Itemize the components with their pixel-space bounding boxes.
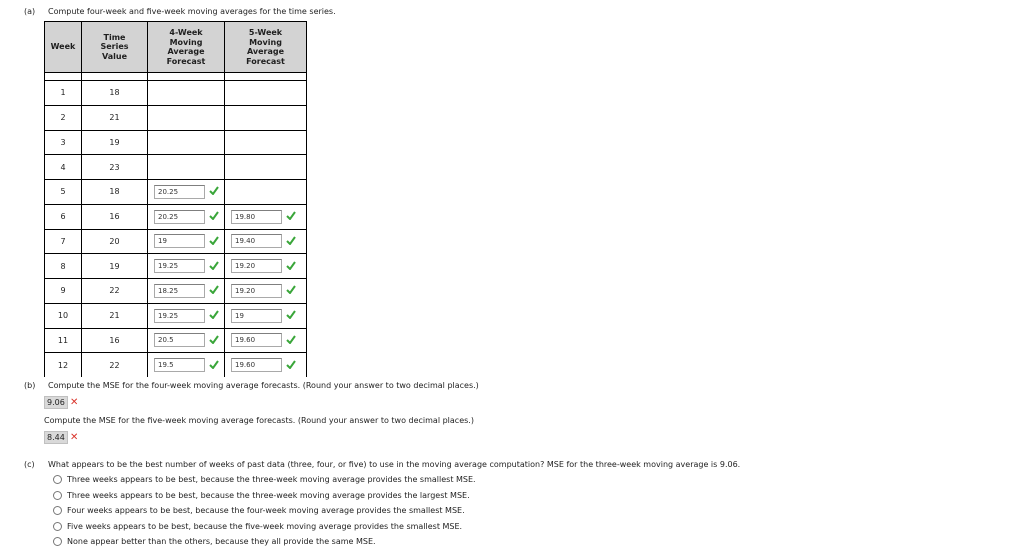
table-row xyxy=(45,81,307,106)
header-time-series-value: Time Series Value xyxy=(82,22,148,73)
forecast-5-week-cell xyxy=(225,254,307,279)
forecast-4-week-cell xyxy=(148,130,225,155)
part-a-label: (a) xyxy=(24,7,36,16)
time-series-value-cell: 16 xyxy=(82,328,148,353)
forecast-5-week-cell xyxy=(225,229,307,254)
check-icon xyxy=(286,310,296,321)
forecast-5-week-cell xyxy=(225,155,307,180)
time-series-value-cell: 19 xyxy=(82,254,148,279)
part-b-q1-text: Compute the MSE for the four-week moving average forecasts. (Round your answer to two decimal places.) xyxy=(48,381,479,390)
mse-5-week-answer[interactable]: 8.44 xyxy=(44,431,68,444)
check-icon xyxy=(286,335,296,346)
table-row xyxy=(45,229,307,254)
time-series-value-cell: 19 xyxy=(82,130,148,155)
part-b-label: (b) xyxy=(24,381,36,390)
option-label: Three weeks appears to be best, because the three-week moving average provides the largest MSE. xyxy=(67,491,470,500)
time-series-value-cell: 21 xyxy=(82,105,148,130)
forecast-5-week-input[interactable]: 19.20 xyxy=(231,284,282,298)
radio-button-icon[interactable] xyxy=(53,522,62,531)
week-cell: 4 xyxy=(45,155,82,180)
forecast-4-week-input[interactable]: 19.5 xyxy=(154,358,205,372)
table-row xyxy=(45,180,307,205)
time-series-value-cell: 20 xyxy=(82,229,148,254)
table-row xyxy=(45,254,307,279)
time-series-value-cell: 16 xyxy=(82,204,148,229)
forecast-4-week-input[interactable]: 19.25 xyxy=(154,309,205,323)
option-label: Three weeks appears to be best, because the three-week moving average provides the smallest MSE. xyxy=(67,475,476,484)
week-cell: 8 xyxy=(45,254,82,279)
part-b-question-1 xyxy=(24,381,479,390)
part-b-question-2: Compute the MSE for the five-week moving average forecasts. (Round your answer to two decimal places.) xyxy=(44,416,474,425)
table-header-row xyxy=(45,22,307,73)
forecast-5-week-input[interactable]: 19.40 xyxy=(231,234,282,248)
forecast-5-week-cell xyxy=(225,81,307,106)
check-icon xyxy=(209,211,219,222)
option-1[interactable] xyxy=(53,491,470,501)
forecast-4-week-cell xyxy=(148,279,225,304)
table-row xyxy=(45,328,307,353)
option-label: Four weeks appears to be best, because the four-week moving average provides the smallest MSE. xyxy=(67,506,465,515)
option-3[interactable] xyxy=(53,522,462,532)
forecast-4-week-cell xyxy=(148,254,225,279)
week-cell: 7 xyxy=(45,229,82,254)
forecast-4-week-cell xyxy=(148,105,225,130)
forecast-5-week-input[interactable]: 19.60 xyxy=(231,358,282,372)
check-icon xyxy=(209,360,219,371)
forecast-4-week-cell xyxy=(148,328,225,353)
week-cell: 12 xyxy=(45,353,82,377)
forecast-4-week-cell xyxy=(148,81,225,106)
forecast-4-week-input[interactable]: 19.25 xyxy=(154,259,205,273)
header-4-week-forecast: 4-Week Moving Average Forecast xyxy=(148,22,225,73)
table-row xyxy=(45,303,307,328)
part-c-question xyxy=(24,460,740,469)
forecast-5-week-cell xyxy=(225,303,307,328)
week-cell: 9 xyxy=(45,279,82,304)
forecast-4-week-cell xyxy=(148,155,225,180)
time-series-value-cell: 23 xyxy=(82,155,148,180)
forecast-5-week-cell xyxy=(225,353,307,377)
check-icon xyxy=(286,211,296,222)
part-c-label: (c) xyxy=(24,460,35,469)
forecast-4-week-cell xyxy=(148,229,225,254)
week-cell: 10 xyxy=(45,303,82,328)
time-series-value-cell: 18 xyxy=(82,81,148,106)
forecast-5-week-input[interactable]: 19.60 xyxy=(231,333,282,347)
week-cell: 3 xyxy=(45,130,82,155)
check-icon xyxy=(209,310,219,321)
forecast-5-week-cell xyxy=(225,279,307,304)
radio-button-icon[interactable] xyxy=(53,537,62,546)
week-cell: 6 xyxy=(45,204,82,229)
forecast-5-week-cell xyxy=(225,180,307,205)
table-row xyxy=(45,279,307,304)
mse-5-week-wrong-icon: ✕ xyxy=(70,432,79,443)
time-series-value-cell: 22 xyxy=(82,279,148,304)
forecast-4-week-cell xyxy=(148,303,225,328)
header-spacer-row xyxy=(45,73,307,81)
header-5-week-forecast: 5-Week Moving Average Forecast xyxy=(225,22,307,73)
check-icon xyxy=(209,236,219,247)
table-row xyxy=(45,105,307,130)
mse-4-week-wrong-icon: ✕ xyxy=(70,397,79,408)
table-row xyxy=(45,130,307,155)
forecast-5-week-cell xyxy=(225,105,307,130)
forecast-4-week-cell xyxy=(148,353,225,377)
table-row xyxy=(45,155,307,180)
check-icon xyxy=(286,285,296,296)
check-icon xyxy=(209,186,219,197)
time-series-value-cell: 22 xyxy=(82,353,148,377)
forecast-4-week-input[interactable]: 19 xyxy=(154,234,205,248)
option-label: Five weeks appears to be best, because the five-week moving average provides the smallest MSE. xyxy=(67,522,463,531)
forecast-4-week-input[interactable]: 20.5 xyxy=(154,333,205,347)
check-icon xyxy=(286,236,296,247)
forecast-4-week-input[interactable]: 20.25 xyxy=(154,185,205,199)
forecast-4-week-cell xyxy=(148,204,225,229)
forecast-5-week-cell xyxy=(225,328,307,353)
part-c-question-text: What appears to be the best number of weeks of past data (three, four, or five) to use in the moving average computation? MSE for the three-week moving average is 9.06. xyxy=(48,460,741,469)
time-series-value-cell: 21 xyxy=(82,303,148,328)
mse-4-week-answer[interactable]: 9.06 xyxy=(44,396,68,409)
forecast-5-week-cell xyxy=(225,204,307,229)
radio-button-icon[interactable] xyxy=(53,491,62,500)
week-cell: 11 xyxy=(45,328,82,353)
forecast-4-week-input[interactable]: 20.25 xyxy=(154,210,205,224)
forecast-5-week-input[interactable]: 19.80 xyxy=(231,210,282,224)
forecast-5-week-cell xyxy=(225,130,307,155)
table-row xyxy=(45,353,307,377)
moving-average-table xyxy=(44,21,307,377)
option-2[interactable] xyxy=(53,506,465,516)
option-0[interactable] xyxy=(53,475,476,485)
part-a-prompt xyxy=(24,7,336,16)
check-icon xyxy=(286,360,296,371)
week-cell: 5 xyxy=(45,180,82,205)
option-label: None appear better than the others, because they all provide the same MSE. xyxy=(67,537,376,546)
time-series-value-cell: 18 xyxy=(82,180,148,205)
option-4[interactable] xyxy=(53,537,376,547)
forecast-4-week-cell xyxy=(148,180,225,205)
forecast-5-week-input[interactable]: 19.20 xyxy=(231,259,282,273)
check-icon xyxy=(286,261,296,272)
week-cell: 2 xyxy=(45,105,82,130)
radio-button-icon[interactable] xyxy=(53,506,62,515)
week-cell: 1 xyxy=(45,81,82,106)
header-week: Week xyxy=(45,22,82,73)
check-icon xyxy=(209,335,219,346)
table-row xyxy=(45,204,307,229)
forecast-5-week-input[interactable]: 19 xyxy=(231,309,282,323)
check-icon xyxy=(209,285,219,296)
radio-button-icon[interactable] xyxy=(53,475,62,484)
forecast-4-week-input[interactable]: 18.25 xyxy=(154,284,205,298)
part-a-text: Compute four-week and five-week moving averages for the time series. xyxy=(48,7,336,16)
check-icon xyxy=(209,261,219,272)
